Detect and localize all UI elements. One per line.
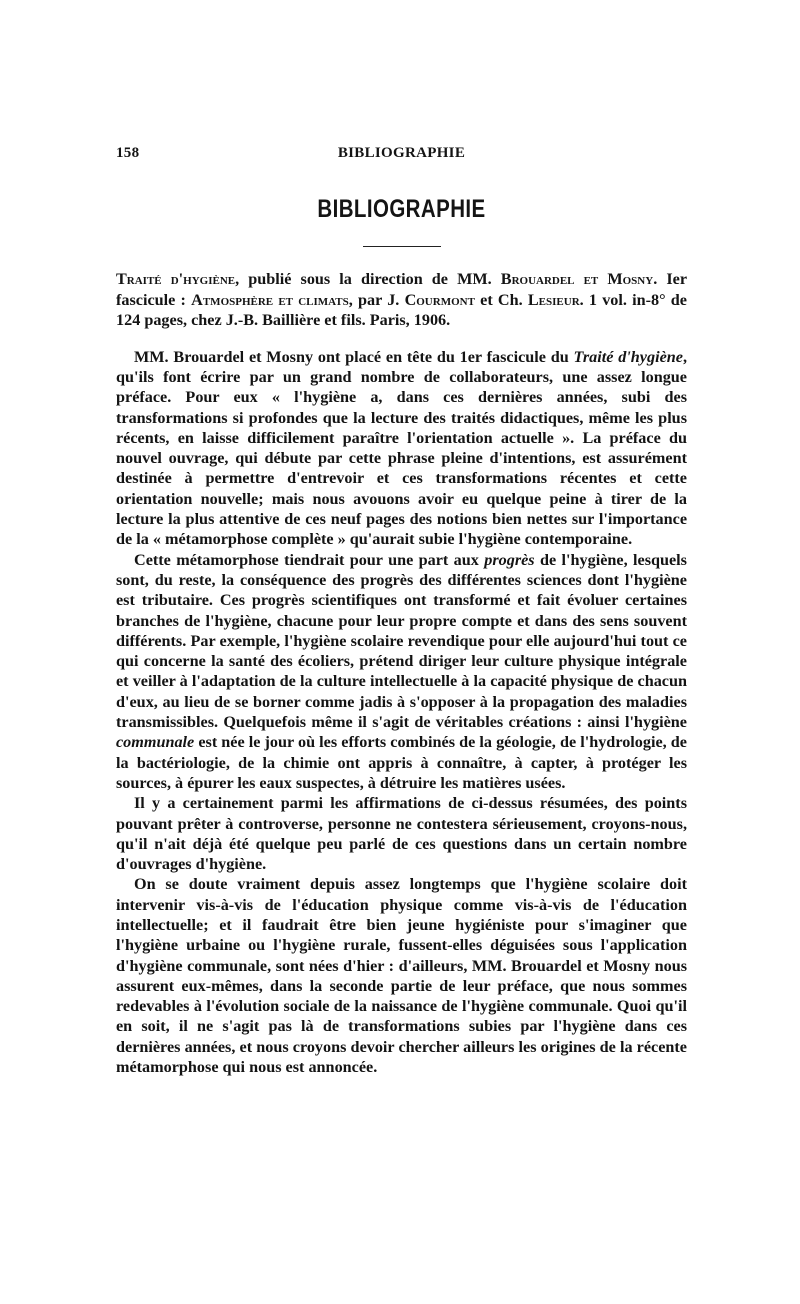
paragraph-1-text-a: MM. Brouardel et Mosny ont placé en tête du 1er fascicule du [134, 347, 574, 366]
ref-author-2: Lesieur [527, 290, 580, 309]
bibliographic-reference [116, 269, 687, 331]
ref-fascicule: . Ier fascicule : [116, 270, 688, 309]
ref-details: . 1 vol. in-8° de 124 pages, chez J.-B. Baillière et fils. Paris, 1906. [116, 290, 687, 329]
title-rule-divider [363, 246, 441, 247]
paragraph-2-text-b: de l'hygiène, lesquels sont, du reste, la conséquence des progrès des différentes sciences dont l'hygiène est tributaire. Ces progrès scientifiques ont transformé et fait évoluer certaines branches de l'hygiène, chacune pour leur propre compte et dans des sens souvent différents. Par exemple, l'hygiène scolaire revendique pour elle aujourd'hui tout ce qui concerne la santé des écoliers, prétend diriger leur culture physique intégrale et veiller à l'adaptation de la culture intellectuelle à la capacité physique de chacun d'eux, au lieu de se borner comme jadis à s'opposer à la propagation des maladies transmissibles. Quelquefois même il s'agit de véritables créations : ainsi l'hygiène [116, 550, 687, 732]
paragraph-2-text-c: est née le jour où les efforts combinés de la géologie, de l'hydrologie, de la bactériologie, de la chimie ont appris à connaître, à capter, à protéger les sources, à épurer les eaux suspectes, à détruire les matières usées. [116, 733, 687, 792]
paragraph-2-italic-1: progrès [484, 550, 535, 569]
paragraph-2-text-a: Cette métamorphose tiendrait pour une part aux [134, 550, 485, 569]
paragraph-2 [116, 550, 687, 794]
paragraph-2-italic-2: communale [116, 733, 195, 752]
running-header [116, 145, 687, 169]
ref-work-title: Traité d'hygiène [116, 270, 236, 288]
running-title: BIBLIOGRAPHIE [337, 145, 466, 161]
ref-publie: , publié sous la direction de MM. [235, 270, 501, 288]
paragraph-4: On se doute vraiment depuis assez longtemps que l'hygiène scolaire doit intervenir vis-à-vis de l'éducation physique comme vis-à-vis de l'éducation intellectuelle; et il faudrait être bien jeune hygiéniste pour s'imaginer que l'hygiène urbaine ou l'hygiène rurale, fussent-elles déguisées sous l'application d'hygiène communale, sont nées d'hier : d'ailleurs, MM. Brouardel et Mosny nous assurent eux-mêmes, dans la seconde partie de leur préface, que nous sommes redevables à l'évolution sociale de la naissance de l'hygiène communale. Quoi qu'il en soit, il ne s'agit pas là de transformations subies par l'hygiène dans ces dernières années, et nous croyons devoir chercher ailleurs les origines de la récente métamorphose qui nous est annoncée. [116, 875, 687, 1077]
ref-par: , par J. [348, 290, 405, 309]
section-title: BIBLIOGRAPHIE [317, 195, 486, 223]
paragraph-1 [116, 347, 687, 550]
ref-author-1: Courmont [404, 290, 475, 309]
ref-et: et Ch. [474, 290, 528, 309]
page-number: 158 [116, 145, 140, 161]
review-body [116, 347, 687, 1078]
paragraph-1-italic: Traité d'hygiène [573, 347, 683, 366]
ref-directors: Brouardel et Mosny [500, 270, 654, 288]
paragraph-1-text-b: , qu'ils font écrire par un grand nombre de collaborateurs, une assez longue préface. Pour eux « l'hygiène a, dans ces dernières années, subi des transformations si profondes que la lecture des traités didactiques, même les plus récents, en laisse difficilement paraître l'orientation actuelle ». La préface du nouvel ouvrage, qui débute par cette phrase pleine d'intentions, est assurément destinée à permettre d'entrevoir et ces transformations récentes et cette orientation nouvelle; mais nous avouons avoir eu quelque peine à tirer de la lecture la plus attentive de ces neuf pages des notions bien nettes sur l'importance de la « métamorphose complète » qu'aurait subie l'hygiène contemporaine. [116, 347, 687, 549]
ref-fascicule-title: Atmosphère et climats [191, 290, 349, 309]
paragraph-3: Il y a certainement parmi les affirmations de ci-dessus résumées, des points pouvant prêter à controverse, personne ne contestera sérieusement, croyons-nous, qu'il n'ait déjà été quelque peu parlé de ces questions dans un certain nombre d'ouvrages d'hygiène. [116, 794, 687, 874]
book-page [116, 145, 687, 1077]
